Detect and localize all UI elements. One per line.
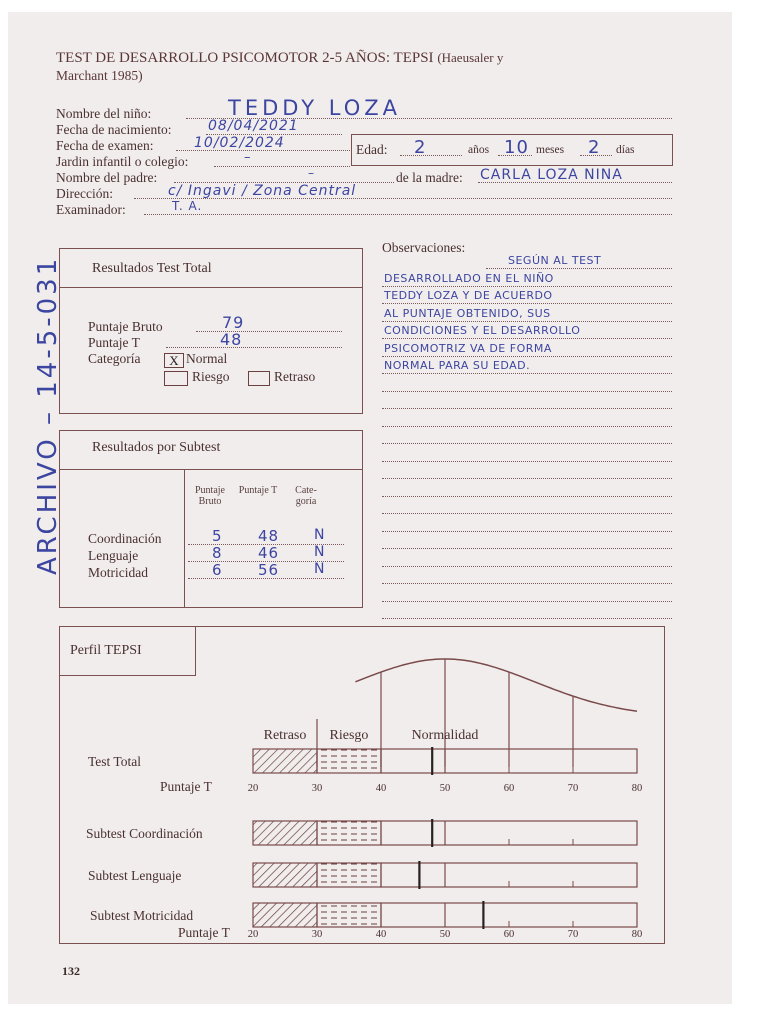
retraso-zone-bar xyxy=(253,821,317,845)
subtest-col-divider xyxy=(184,469,185,607)
nacimiento-value[interactable]: 08/04/2021 xyxy=(208,118,299,134)
edad-dias-value[interactable]: 2 xyxy=(588,137,601,158)
axis-tick-label: 20 xyxy=(247,929,259,940)
observaciones-line xyxy=(382,548,672,549)
axis-tick-label: 40 xyxy=(375,783,387,794)
observaciones-line xyxy=(382,443,672,444)
zone-label-riesgo: Riesgo xyxy=(329,728,369,743)
t-label: Puntaje T xyxy=(88,335,140,350)
subtest-row-t[interactable]: 48 xyxy=(258,527,280,545)
nacimiento-label: Fecha de nacimiento: xyxy=(56,122,172,137)
subtest-row-cat[interactable]: N xyxy=(314,527,326,543)
observaciones-line xyxy=(382,583,672,584)
subtest-title: Resultados por Subtest xyxy=(92,440,221,455)
form-title: TEST DE DESARROLLO PSICOMOTOR 2-5 AÑOS: TEPSI (Haeusaler y xyxy=(56,50,504,66)
resultados-total-title: Resultados Test Total xyxy=(92,261,212,276)
edad-box xyxy=(351,134,673,166)
zone-label-retraso: Retraso xyxy=(263,728,307,743)
examinador-line xyxy=(144,214,672,215)
subtest-row-label: Coordinación xyxy=(88,531,162,546)
normal-curve xyxy=(355,659,637,711)
observaciones-line xyxy=(382,601,672,602)
retraso-zone-bar xyxy=(253,749,317,773)
categoria-label: Categoría xyxy=(88,351,141,366)
page-number: 132 xyxy=(62,964,80,978)
riesgo-zone-bar xyxy=(317,863,381,887)
axis-tick-label: 70 xyxy=(567,783,579,794)
zone-label-normalidad: Normalidad xyxy=(411,728,479,743)
axis-tick-label: 70 xyxy=(567,929,579,940)
examinador-label: Examinador: xyxy=(56,202,126,217)
jardin-label: Jardin infantil o colegio: xyxy=(56,154,189,169)
form-sheet xyxy=(8,12,732,1004)
edad-meses-value[interactable]: 10 xyxy=(504,137,529,158)
observaciones-text[interactable]: TEDDY LOZA Y DE ACUERDO xyxy=(384,289,553,302)
edad-anos-line xyxy=(400,155,462,156)
side-archive-stamp: ARCHIVO – 14-5-031 xyxy=(33,255,63,575)
col-t-header: Puntaje T xyxy=(238,485,278,496)
observaciones-line xyxy=(382,426,672,427)
retraso-label: Retraso xyxy=(274,369,316,384)
examinador-value[interactable]: T. A. xyxy=(172,199,203,213)
resultados-total-box xyxy=(59,248,363,414)
perfil-row-label: Test Total xyxy=(88,754,141,769)
observaciones-line xyxy=(382,286,672,287)
col-cat-header: Cate- goría xyxy=(295,485,317,507)
subtest-row-bruto[interactable]: 6 xyxy=(212,561,223,579)
observaciones-text[interactable]: PSICOMOTRIZ VA DE FORMA xyxy=(384,341,552,355)
observaciones-label: Observaciones: xyxy=(382,240,466,255)
subtest-row-label: Lenguaje xyxy=(88,548,139,563)
padre-value[interactable]: – xyxy=(308,166,315,180)
observaciones-line xyxy=(382,321,672,322)
madre-value[interactable]: CARLA LOZA NINA xyxy=(480,167,623,183)
axis-tick-label: 80 xyxy=(631,783,643,794)
form-authors: Marchant 1985) xyxy=(56,68,143,83)
perfil-row-label: Subtest Motricidad xyxy=(90,908,194,923)
axis-label-puntaje-t: Puntaje T xyxy=(178,925,230,940)
axis-tick-label: 60 xyxy=(503,783,515,794)
observaciones-line xyxy=(382,531,672,532)
riesgo-zone-bar xyxy=(317,749,381,773)
nombre-label: Nombre del niño: xyxy=(56,106,152,121)
retraso-checkbox[interactable] xyxy=(248,371,270,386)
axis-tick-label: 30 xyxy=(311,783,323,794)
perfil-row-label: Subtest Lenguaje xyxy=(88,868,182,883)
observaciones-text[interactable]: DESARROLLADO EN EL NIÑO xyxy=(384,271,554,285)
observaciones-line xyxy=(382,461,672,462)
subtest-row-bruto[interactable]: 8 xyxy=(212,544,223,562)
subtest-row-cat[interactable]: N xyxy=(314,561,326,577)
observaciones-line xyxy=(382,478,672,479)
axis-tick-label: 20 xyxy=(247,783,259,794)
axis-label-puntaje-t: Puntaje T xyxy=(160,779,212,794)
axis-tick-label: 60 xyxy=(503,929,515,940)
edad-dias-label: días xyxy=(616,144,635,156)
jardin-line xyxy=(214,166,350,167)
observaciones-line xyxy=(382,373,672,374)
observaciones-text[interactable]: SEGÚN AL TEST xyxy=(508,254,602,267)
examen-label: Fecha de examen: xyxy=(56,138,154,153)
observaciones-line xyxy=(382,391,672,392)
subtest-box xyxy=(59,430,363,608)
subtest-row-t[interactable]: 56 xyxy=(258,561,280,579)
perfil-row-label: Subtest Coordinación xyxy=(86,826,203,841)
resultados-total-divider xyxy=(60,287,362,288)
observaciones-line xyxy=(382,513,672,514)
direccion-value[interactable]: c/ Ingavi / Zona Central xyxy=(168,183,357,199)
observaciones-line xyxy=(382,618,672,619)
subtest-row-line xyxy=(188,578,344,579)
bruto-line xyxy=(196,331,342,332)
observaciones-text[interactable]: AL PUNTAJE OBTENIDO, SUS xyxy=(384,306,551,320)
riesgo-zone-bar xyxy=(317,903,381,927)
t-value[interactable]: 48 xyxy=(220,330,243,349)
normal-checkbox[interactable]: X xyxy=(164,353,184,368)
direccion-label: Dirección: xyxy=(56,186,113,201)
normal-label: Normal xyxy=(186,351,228,366)
observaciones-text[interactable]: CONDICIONES Y EL DESARROLLO xyxy=(384,324,581,337)
riesgo-zone-bar xyxy=(317,821,381,845)
padre-label: Nombre del padre: xyxy=(56,170,158,185)
edad-anos-label: años xyxy=(468,144,490,156)
observaciones-line xyxy=(382,408,672,409)
subtest-row-cat[interactable]: N xyxy=(314,544,326,560)
riesgo-checkbox[interactable] xyxy=(164,371,188,386)
edad-anos-value[interactable]: 2 xyxy=(414,137,427,158)
perfil-title: Perfil TEPSI xyxy=(70,643,142,658)
nombre-value[interactable]: TEDDY LOZA xyxy=(228,96,402,120)
perfil-chart xyxy=(60,627,664,943)
t-line xyxy=(166,347,342,348)
bruto-value[interactable]: 79 xyxy=(222,313,245,332)
subtest-row-label: Motricidad xyxy=(88,565,148,580)
observaciones-line xyxy=(382,338,672,339)
jardin-value[interactable]: – xyxy=(244,150,252,165)
retraso-zone-bar xyxy=(253,863,317,887)
riesgo-label: Riesgo xyxy=(192,369,230,384)
observaciones-line xyxy=(382,356,672,357)
subtest-divider xyxy=(60,469,362,470)
subtest-row-t[interactable]: 46 xyxy=(258,544,280,562)
axis-tick-label: 80 xyxy=(631,929,643,940)
examen-value[interactable]: 10/02/2024 xyxy=(194,135,285,151)
axis-tick-label: 40 xyxy=(375,929,387,940)
madre-label: de la madre: xyxy=(396,170,463,185)
axis-tick-label: 50 xyxy=(439,929,451,940)
observaciones-line xyxy=(382,303,672,304)
observaciones-line xyxy=(486,268,672,269)
bruto-label: Puntaje Bruto xyxy=(88,319,163,334)
perfil-box xyxy=(59,626,665,944)
axis-tick-label: 50 xyxy=(439,783,451,794)
edad-meses-label: meses xyxy=(536,144,565,156)
observaciones-line xyxy=(382,496,672,497)
axis-tick-label: 30 xyxy=(311,929,323,940)
observaciones-text[interactable]: NORMAL PARA SU EDAD. xyxy=(384,359,531,372)
col-bruto-header: Puntaje Bruto xyxy=(195,485,225,507)
retraso-zone-bar xyxy=(253,903,317,927)
subtest-row-bruto[interactable]: 5 xyxy=(212,527,223,545)
observaciones-line xyxy=(382,566,672,567)
edad-label: Edad: xyxy=(356,142,388,157)
